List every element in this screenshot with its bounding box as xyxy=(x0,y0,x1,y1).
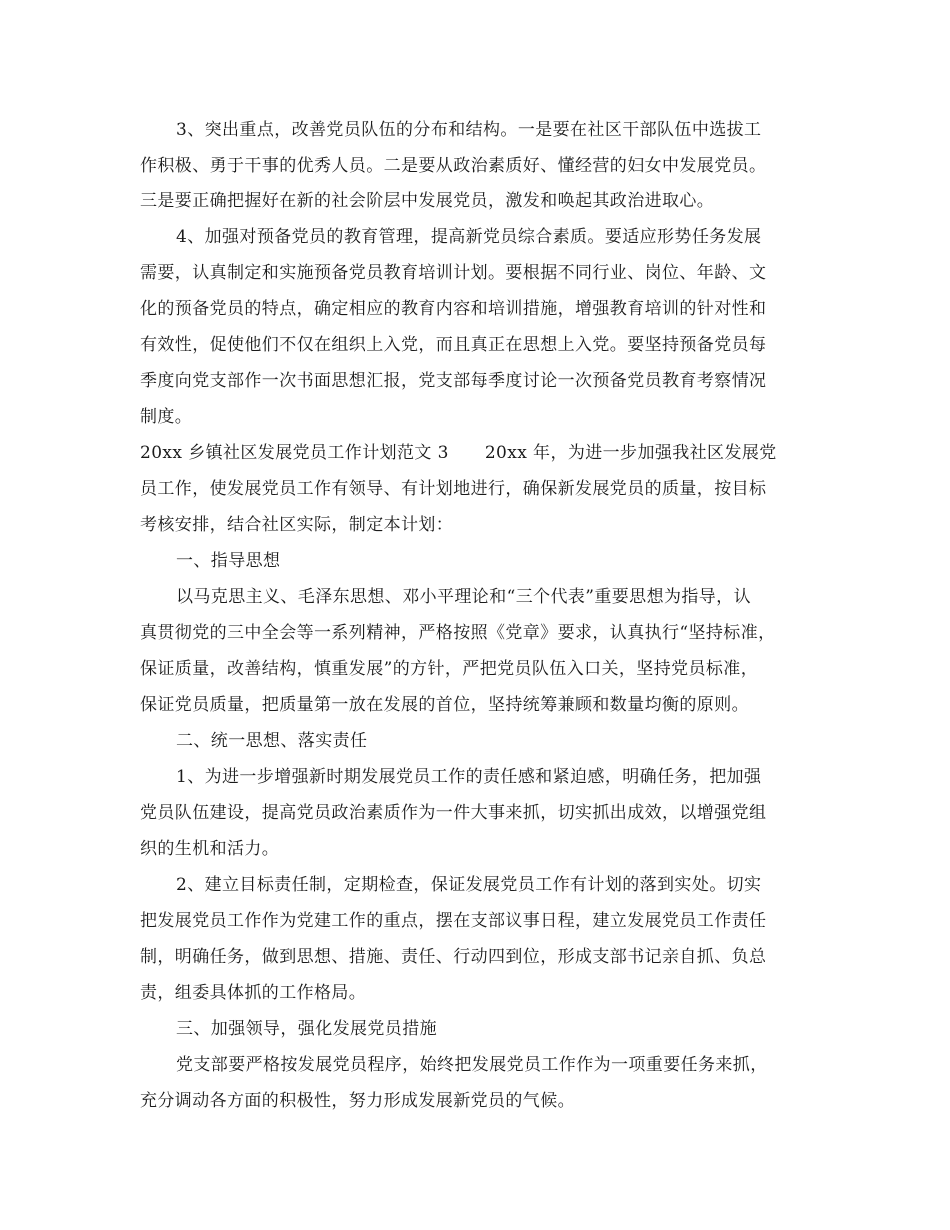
paragraph-line: 织的生机和活力。 xyxy=(140,839,280,859)
section-heading: 三、加强领导，强化发展党员措施 xyxy=(176,1019,437,1039)
paragraph-line: 以马克思主义、毛泽东思想、邓小平理论和“三个代表”重要思想为指导，认 xyxy=(176,587,751,607)
section-title-line xyxy=(140,441,820,465)
paragraph-line: 2、建立目标责任制，定期检查，保证发展党员工作有计划的落到实处。切实 xyxy=(176,875,762,895)
paragraph-line: 3、突出重点，改善党员队伍的分布和结构。一是要在社区干部队伍中选拔工 xyxy=(176,120,762,140)
paragraph-line: 保证质量，改善结构，慎重发展”的方针，严把党员队伍入口关，坚持党员标准， xyxy=(140,659,759,679)
paragraph-line: 真贯彻党的三中全会等一系列精神，严格按照《党章》要求，认真执行“坚持标准， xyxy=(140,623,776,643)
paragraph-line: 季度向党支部作一次书面思想汇报，党支部每季度讨论一次预备党员教育考察情况 xyxy=(140,371,767,391)
section-title: 20xx 乡镇社区发展党员工作计划范文 3 xyxy=(140,443,449,463)
paragraph-line: 1、为进一步增强新时期发展党员工作的责任感和紧迫感，明确任务，把加强 xyxy=(176,767,762,787)
paragraph-line: 责，组委具体抓的工作格局。 xyxy=(140,983,367,1003)
paragraph-line: 20xx 年，为进一步加强我社区发展党 xyxy=(484,443,777,463)
paragraph-line: 员工作，使发展党员工作有领导、有计划地进行，确保新发展党员的质量，按目标 xyxy=(140,479,767,499)
paragraph-line: 有效性，促使他们不仅在组织上入党，而且真正在思想上入党。要坚持预备党员每 xyxy=(140,335,767,355)
paragraph-line: 党支部要严格按发展党员程序，始终把发展党员工作作为一项重要任务来抓， xyxy=(176,1055,768,1075)
paragraph-line: 考核安排，结合社区实际，制定本计划： xyxy=(140,515,454,535)
paragraph-line: 需要，认真制定和实施预备党员教育培训计划。要根据不同行业、岗位、年龄、文 xyxy=(140,263,767,283)
paragraph-line: 4、加强对预备党员的教育管理，提高新党员综合素质。要适应形势任务发展 xyxy=(176,227,762,247)
paragraph-line: 三是要正确把握好在新的社会阶层中发展党员，激发和唤起其政治进取心。 xyxy=(140,191,715,211)
paragraph-line: 化的预备党员的特点，确定相应的教育内容和培训措施，增强教育培训的针对性和 xyxy=(140,299,767,319)
paragraph-line: 制度。 xyxy=(140,407,193,427)
section-heading: 一、指导思想 xyxy=(176,551,281,571)
paragraph-line: 充分调动各方面的积极性，努力形成发展新党员的气候。 xyxy=(140,1091,575,1111)
paragraph-line: 作积极、勇于干事的优秀人员。二是要从政治素质好、懂经营的妇女中发展党员。 xyxy=(140,156,767,176)
paragraph-line: 制，明确任务，做到思想、措施、责任、行动四到位，形成支部书记亲自抓、负总 xyxy=(140,947,767,967)
paragraph-line: 保证党员质量，把质量第一放在发展的首位，坚持统筹兼顾和数量均衡的原则。 xyxy=(140,695,749,715)
paragraph-line: 把发展党员工作作为党建工作的重点，摆在支部议事日程，建立发展党员工作责任 xyxy=(140,911,767,931)
paragraph-line: 党员队伍建设，提高党员政治素质作为一件大事来抓，切实抓出成效，以增强党组 xyxy=(140,803,767,823)
section-heading: 二、统一思想、落实责任 xyxy=(176,731,368,751)
